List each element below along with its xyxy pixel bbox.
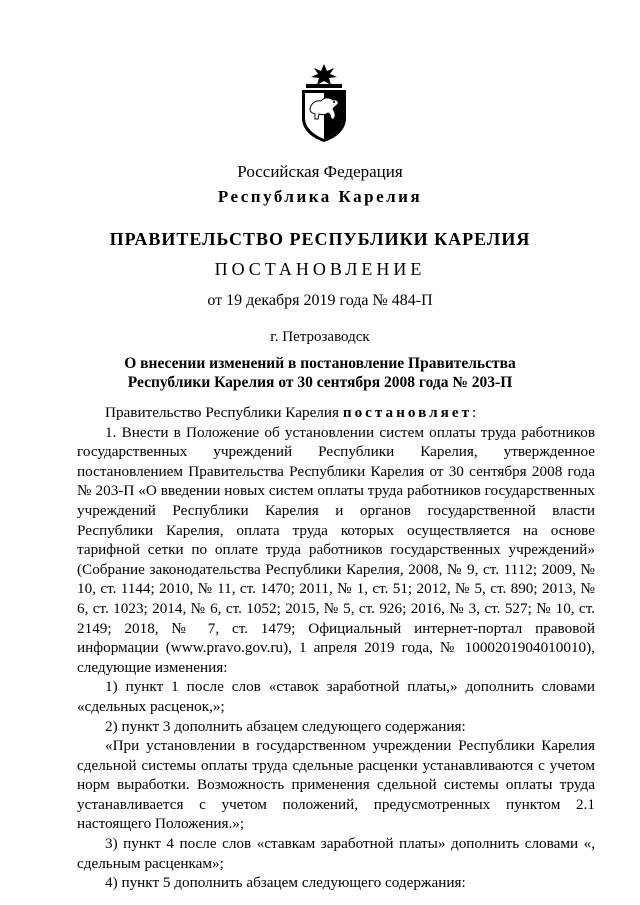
- intro-decree-word: постановляет: [342, 404, 473, 421]
- intro-prefix: Правительство Республики Карелия: [105, 404, 340, 421]
- intro-suffix: :: [472, 404, 477, 421]
- document-title-line-2: Республики Карелия от 30 сентября 2008 года № 203-П: [127, 374, 513, 391]
- paragraph-2: 1) пункт 1 после слов «ставок заработной платы,» дополнить словами «сдельных расценок,»;: [77, 678, 595, 715]
- karelia-coat-of-arms-icon: [296, 62, 352, 144]
- paragraph-6: 4) пункт 5 дополнить абзацем следующего содержания:: [105, 874, 466, 892]
- document-title-line-1: О внесении изменений в постановление Правительства: [124, 355, 516, 372]
- intro-paragraph: [77, 403, 595, 423]
- paragraph-3: 2) пункт 3 дополнить абзацем следующего содержания:: [105, 717, 466, 735]
- paragraph-5: 3) пункт 4 после слов «ставкам заработной платы» дополнить словами «, сдельным расценкам»;: [77, 835, 595, 872]
- document-city: г. Петрозаводск: [270, 329, 370, 345]
- paragraph-4: «При установлении в государственном учреждении Республики Карелия сдельной системы оплаты труда сдельные расценки устанавливаются с учетом норм выработки. Возможность применения сдельной системы оплаты труда устанавливается с учетом положений, предусмотренных пунктом 2.1 настоящего Положения.»;: [77, 737, 595, 833]
- republic-name: Республика Карелия: [217, 187, 423, 206]
- document-date-number: от 19 декабря 2019 года № 484-П: [207, 292, 433, 309]
- document-body: [77, 403, 595, 893]
- paragraph-1: 1. Внести в Положение об установлении систем оплаты труда работников государственных учреждений Республики Карелия, утвержденное постановлением Правительства Республики Карелия от 30 сентября 2008 года № 203-П «О введении новых систем оплаты труда работников государственных учреждений Республики Карелия и органов государственной власти Республики Карелия, оплата труда которых осуществляется на основе тарифной сетки по оплате труда работников государственных учреждений» (Собрание законодательства Республики Карелия, 2008, № 9, ст. 1112; 2009, № 10, ст. 1144; 2010, № 11, ст. 1470; 2011, № 1, ст. 51; 2012, № 5, ст. 890; 2013, № 6, ст. 1023; 2014, № 6, ст. 1052; 2015, № 5, ст. 926; 2016, № 3, ст. 527; № 10, ст. 2149; 2018, № 7, ст. 1479; Официальный интернет-портал правовой информации (www.pravo.gov.ru), 1 апреля 2019 года, № 1000201904010010), следующие изменения:: [77, 423, 595, 676]
- country-name: Российская Федерация: [237, 162, 403, 181]
- document-title: [0, 354, 640, 392]
- government-title: ПРАВИТЕЛЬСТВО РЕСПУБЛИКИ КАРЕЛИЯ: [109, 229, 531, 249]
- document-type: ПОСТАНОВЛЕНИЕ: [214, 259, 426, 279]
